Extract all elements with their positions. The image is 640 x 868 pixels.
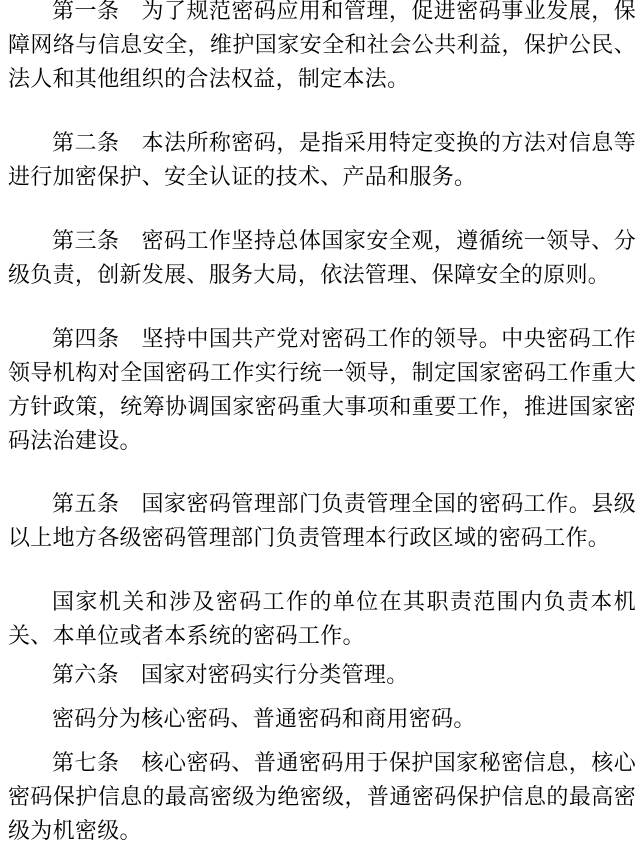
article-3-text: 密码工作坚持总体国家安全观，遵循统一领导、分级负责，创新发展、服务大局，依法管理、保障安全的原则。 xyxy=(8,229,636,288)
article-2-number: 第二条 xyxy=(52,131,120,156)
article-2-text: 本法所称密码，是指采用特定变换的方法对信息等进行加密保护、安全认证的技术、产品和服务。 xyxy=(8,131,636,190)
article-7-text: 核心密码、普通密码用于保护国家秘密信息，核心密码保护信息的最高密级为绝密级，普通密码保护信息的最高密级为机密级。 xyxy=(8,751,636,844)
article-5-second-paragraph xyxy=(8,586,636,654)
article-1-text: 为了规范密码应用和管理，促进密码事业发展，保障网络与信息安全，维护国家安全和社会公共利益，保护公民、法人和其他组织的合法权益，制定本法。 xyxy=(8,0,636,92)
article-4-text: 坚持中国共产党对密码工作的领导。中央密码工作领导机构对全国密码工作实行统一领导，制定国家密码工作重大方针政策，统筹协调国家密码重大事项和重要工作，推进国家密码法治建设。 xyxy=(8,327,636,454)
article-4-paragraph xyxy=(8,323,636,459)
article-1-paragraph xyxy=(8,0,636,97)
article-3-paragraph xyxy=(8,225,636,293)
article-6-text: 国家对密码实行分类管理。 xyxy=(140,663,409,688)
article-1-number: 第一条 xyxy=(52,0,120,24)
article-3-number: 第三条 xyxy=(52,229,120,254)
article-5-paragraph xyxy=(8,488,636,556)
article-5-text: 国家密码管理部门负责管理全国的密码工作。县级以上地方各级密码管理部门负责管理本行政区域的密码工作。 xyxy=(8,492,636,551)
article-6-number: 第六条 xyxy=(52,663,119,688)
article-4-number: 第四条 xyxy=(52,327,120,352)
article-5-second-text: 国家机关和涉及密码工作的单位在其职责范围内负责本机关、本单位或者本系统的密码工作。 xyxy=(8,590,636,649)
article-2-paragraph xyxy=(8,127,636,195)
article-7-paragraph xyxy=(8,747,636,849)
article-5-number: 第五条 xyxy=(52,492,120,517)
article-7-number: 第七条 xyxy=(52,751,120,776)
article-6-second-paragraph xyxy=(8,703,636,737)
article-6-paragraph xyxy=(8,659,636,693)
article-6-second-text: 密码分为核心密码、普通密码和商用密码。 xyxy=(52,707,476,732)
